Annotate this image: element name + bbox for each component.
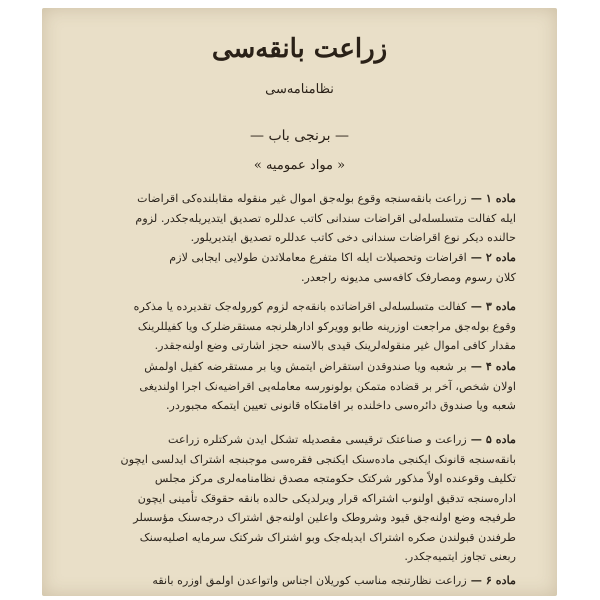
article-6 — [86, 571, 516, 591]
article-2-number: ماده ۲ — — [470, 250, 516, 264]
article-4-number: ماده ۴ — — [470, 359, 516, 373]
article-2 — [86, 248, 516, 287]
document-subtitle: نظامنامه‌سی — [265, 82, 334, 97]
article-1-line-1: ماده ۱ —زراعت بانقه‌سنجه وقوع بوله‌جق اموال غیر منقوله مقابلنده‌کی اقراضات — [137, 191, 516, 205]
article-1 — [86, 189, 516, 248]
article-1-line-2: ایله کفالت متسلسله‌لی اقراضات سندانی کاتب عدللره تصدیق ایتدیریله‌جکدر. لزوم — [135, 211, 516, 225]
article-6-number: ماده ۶ — — [470, 573, 516, 587]
section-heading: « مواد عمومیه » — [253, 158, 346, 173]
article-5-line-3: تکلیف وقوعنده اولاً مذکور شرکتک حکومتجه مصدق نظامنامه‌لری مرکز مجلس — [154, 472, 516, 485]
article-3-number: ماده ۳ — — [470, 299, 516, 313]
article-5-line-6: طرفندن قبولندن صکره اشتراک ایدیله‌جک وبو اشتراک شرکتک سرمایه اصلیه‌سنک — [139, 530, 516, 544]
article-5-line-4: اداره‌سنجه تدقیق اولنوب اشتراکه قرار ویرلدیکی حالده بانقه حقوقک تأمینی ایچون — [137, 491, 516, 505]
article-3-line-1: ماده ۳ —کفالت متسلسله‌لی اقراضاتده بانقه‌جه لزوم کوروله‌جک تقدیرده یا مذکره — [133, 299, 516, 313]
article-4-line-2: اولان شخص، آخر بر قضاده متمکن بولونورسه معامله‌یی اقراضیه‌نک اجرا اولندیغی — [139, 379, 516, 393]
article-4-line-1: ماده ۴ —بر شعبه ویا صندوقدن استقراض ایتمش ویا بر مستقرضه کفیل اولمش — [144, 359, 516, 373]
article-5 — [86, 430, 516, 567]
article-2-line-1: ماده ۲ —اقراضات وتحصیلات ایله اکا متفرع معاملاتدن طولایی ایجابی لازم — [169, 250, 516, 264]
chapter-heading: — برنجی باب — — [250, 128, 349, 144]
article-5-line-2: بانقه‌سنجه قانونک ایکنجی ماده‌سنک ایکنجی فقره‌سی موجبنجه اشتراک ایدلسی ایچون — [120, 452, 516, 466]
article-1-number: ماده ۱ — — [470, 191, 516, 205]
article-3-line-2: وقوع بوله‌جق مراجعت اوزرینه طابو وویرکو ادارهلرنجه مستقرضلرک ویا کفیللرینک — [137, 319, 516, 333]
article-2-line-2: کلان رسوم ومصارفک کافه‌سی مدیونه راجعدر. — [300, 270, 516, 284]
document-page — [42, 8, 557, 596]
article-3-line-3: مقدار کافی اموال غیر منقوله‌لرینک قیدی بالاسنه حجز اشارتی وضع اولنه‌جقدر. — [154, 339, 516, 352]
article-1-line-3: حالنده دیکر نوع اقراضات سندانی دخی کاتب عدللره تصدیق ایتدیریلور. — [190, 231, 516, 244]
article-4-line-3: شعبه ویا صندوق دائره‌سی داخلنده بر اقامتکاه قانونی تعیین ایتمکه مجبوردر. — [165, 399, 516, 412]
article-5-number: ماده ۵ — — [470, 432, 516, 446]
article-4 — [86, 357, 516, 416]
article-6-line-1: ماده ۶ —زراعت نظارتنجه مناسب کوریلان اجناس واتواعدن اولمق اوزره بانقه — [152, 573, 516, 587]
article-5-line-7: ربعنی تجاوز ایتمیه‌جکدر. — [404, 550, 516, 563]
document-title: زراعت بانقه‌سی — [211, 34, 388, 64]
article-5-line-5: طرفیجه وضع اولنه‌جق قیود وشروطک واعلین اولنه‌جق اشتراک درجه‌سنک مؤسسلر — [133, 511, 516, 524]
article-3 — [86, 297, 516, 356]
article-5-line-1: ماده ۵ —زراعت و صناعتک ترقیسی مقصدیله تشکل ایدن شرکتلره زراعت — [168, 432, 516, 446]
